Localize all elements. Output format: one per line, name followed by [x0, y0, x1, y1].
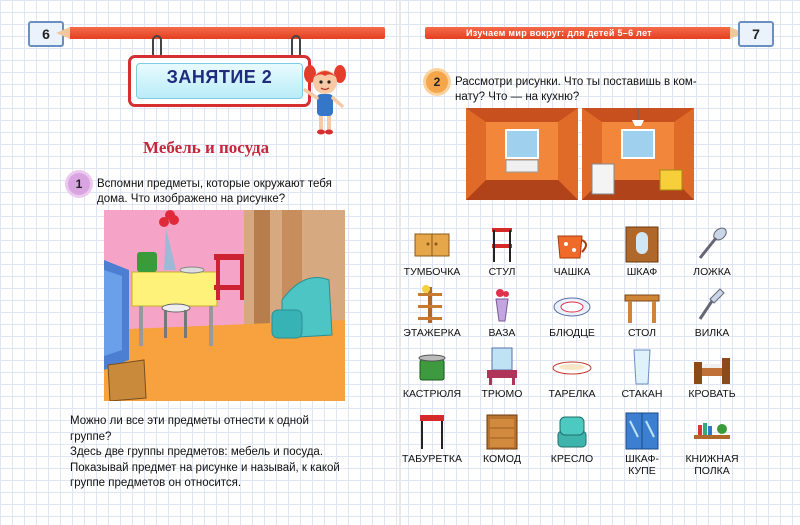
glass-icon	[622, 346, 662, 386]
furniture-item-label: ШКАФ	[626, 266, 658, 278]
furniture-item-label: ШКАФ- КУПЕ	[625, 453, 659, 477]
lesson-banner	[128, 55, 311, 107]
furniture-item-label: ВАЗА	[488, 327, 516, 339]
furniture-item-label: ТАБУРЕТКА	[402, 453, 462, 465]
body-text-line: группе?	[70, 430, 112, 443]
chair-icon	[482, 224, 522, 264]
furniture-item-label: ТРЮМО	[481, 388, 523, 400]
task-2-badge: 2	[426, 71, 448, 93]
furniture-item	[607, 285, 677, 347]
furniture-item-label: КОМОД	[483, 453, 521, 465]
furniture-item	[397, 224, 467, 286]
task-2-text-line: Рассмотри рисунки. Что ты поставишь в ком-	[455, 76, 697, 88]
armchair-icon	[552, 411, 592, 451]
task-1-text-line: Вспомни предметы, которые окружают тебя	[97, 178, 332, 190]
furniture-item-label: БЛЮДЦЕ	[549, 327, 595, 339]
furniture-item	[467, 346, 537, 408]
page-number-left: 6	[28, 21, 64, 47]
furniture-item-label: ЧАШКА	[553, 266, 591, 278]
task-1-badge: 1	[68, 173, 90, 195]
task-1-text-line: дома. Что изображено на рисунке?	[97, 193, 286, 205]
furniture-item	[397, 346, 467, 408]
plate-icon	[552, 346, 592, 386]
furniture-item-label: КРЕСЛО	[550, 453, 594, 465]
furniture-item-label: ЛОЖКА	[693, 266, 731, 278]
furniture-item	[607, 224, 677, 286]
furniture-item-label: ТУМБОЧКА	[403, 266, 461, 278]
empty-room-illustration	[466, 108, 578, 200]
sliding-wardrobe-icon	[622, 411, 662, 451]
furniture-item-label: ВИЛКА	[694, 327, 730, 339]
furniture-item	[607, 411, 677, 477]
body-text-line: Показывай предмет на рисунке и называй, к какой	[70, 461, 340, 474]
dressing-table-icon	[482, 346, 522, 386]
lesson-banner-title: ЗАНЯТИЕ 2	[166, 67, 273, 87]
pot-icon	[412, 346, 452, 386]
body-text-line: Здесь две группы предметов: мебель и посуда.	[70, 446, 324, 458]
furniture-item-label: СТУЛ	[488, 266, 516, 278]
furniture-item	[397, 285, 467, 347]
furniture-item	[467, 285, 537, 347]
body-text-line: группе предметов он относится.	[70, 477, 242, 489]
stool-icon	[412, 411, 452, 451]
wardrobe-icon	[622, 224, 662, 264]
furniture-item-label: СТОЛ	[627, 327, 657, 339]
body-text-line: Можно ли все эти предметы отнести к одной	[70, 415, 309, 427]
cup-icon	[552, 224, 592, 264]
furniture-item	[677, 224, 747, 286]
furniture-item	[467, 224, 537, 286]
spoon-icon	[692, 224, 732, 264]
furniture-item	[537, 411, 607, 473]
body-text	[70, 414, 372, 492]
bed-icon	[692, 346, 732, 386]
furniture-item-label: ТАРЕЛКА	[548, 388, 596, 400]
task-2-text-line: нату? Что — на кухню?	[455, 91, 580, 103]
furniture-item	[537, 346, 607, 408]
furniture-item-label: КНИЖНАЯ ПОЛКА	[685, 453, 739, 477]
pencil-decoration-left	[70, 27, 385, 39]
vase-icon	[482, 285, 522, 325]
nightstand-icon	[412, 224, 452, 264]
furniture-item	[397, 411, 467, 473]
furniture-item	[677, 346, 747, 408]
running-title: Изучаем мир вокруг: для детей 5–6 лет	[466, 28, 652, 38]
furniture-item	[467, 411, 537, 473]
lesson-title: Мебель и посуда	[143, 138, 270, 157]
saucer-icon	[552, 285, 592, 325]
furniture-item	[537, 224, 607, 286]
furniture-item-label: ЭТАЖЕРКА	[403, 327, 461, 339]
page-number-right: 7	[738, 21, 774, 47]
furniture-item	[607, 346, 677, 408]
bookshelf-icon	[692, 411, 732, 451]
table-icon	[622, 285, 662, 325]
furniture-item	[677, 411, 747, 477]
room-illustration	[104, 210, 345, 401]
furniture-item	[537, 285, 607, 347]
kitchen-illustration	[582, 108, 694, 200]
furniture-item-label: СТАКАН	[621, 388, 663, 400]
furniture-item-label: КАСТРЮЛЯ	[402, 388, 462, 400]
furniture-item-label: КРОВАТЬ	[688, 388, 736, 400]
girl-illustration	[300, 62, 350, 142]
dresser-icon	[482, 411, 522, 451]
furniture-item	[677, 285, 747, 347]
fork-icon	[692, 285, 732, 325]
shelf-stand-icon	[412, 285, 452, 325]
